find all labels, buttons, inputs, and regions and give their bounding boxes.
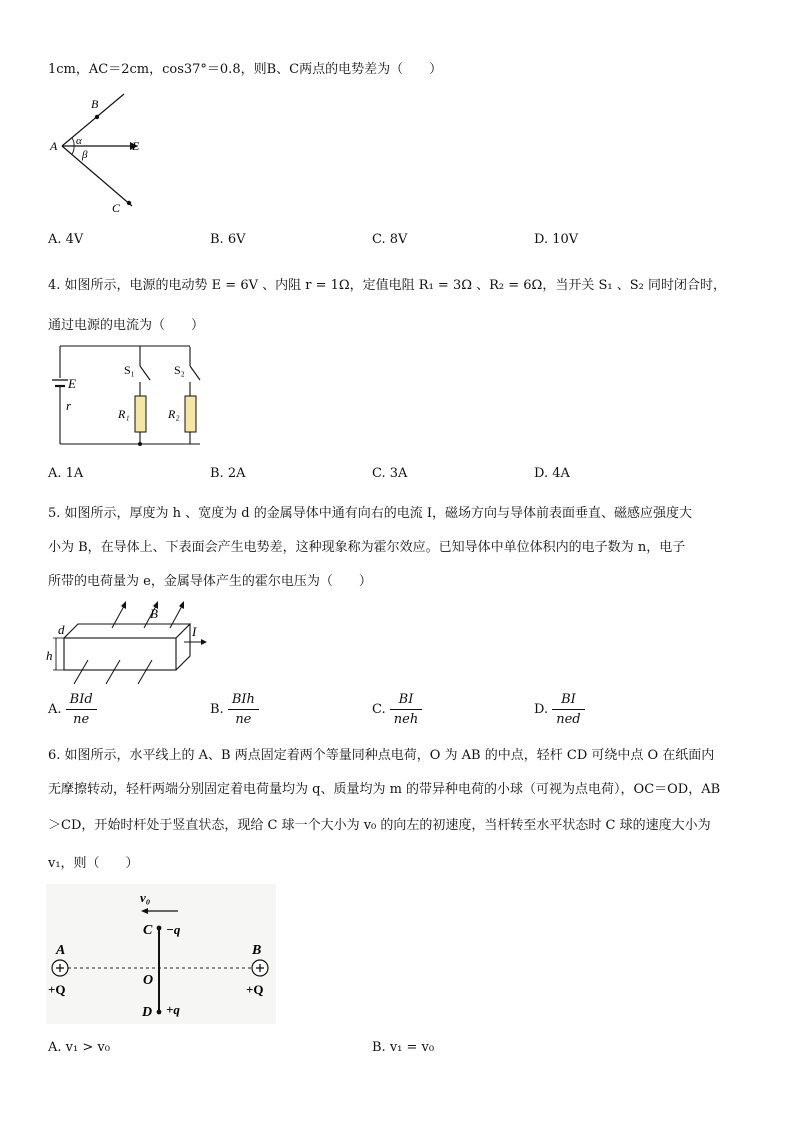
q5-option-b[interactable] (210, 692, 259, 727)
q6-label-B: B (252, 943, 262, 958)
q5-option-a[interactable] (48, 692, 97, 727)
q5-option-c-numerator: BI (390, 692, 422, 710)
q5-option-a-numerator: BId (66, 692, 97, 710)
q3-option-b[interactable]: B. 6V (210, 232, 246, 247)
q4-stem-line2: 通过电源的电流为（ ） (48, 318, 205, 333)
q5-option-d-denominator: ned (556, 712, 581, 727)
q5-option-b-label: B. (210, 702, 224, 717)
q6-label-D: D (142, 1005, 153, 1020)
q6-stem-line1: 6. 如图所示，水平线上的 A、B 两点固定着两个等量同种点电荷，O 为 AB 的中点，轻杆 CD 可绕中点 O 在纸面内 (48, 748, 715, 763)
q5-option-b-denominator: ne (235, 712, 252, 727)
q3-label-beta: β (82, 149, 88, 161)
q5-option-a-fraction (66, 692, 97, 727)
q5-option-d-label: D. (534, 702, 549, 717)
q4-label-R2: R₂ (168, 407, 180, 421)
q3-label-alpha: α (76, 135, 82, 147)
q5-stem-line1: 5. 如图所示，厚度为 h 、宽度为 d 的金属导体中通有向右的电流 I，磁场方向与导体前表面垂直、磁感应强度大 (48, 506, 693, 521)
q3-field-diagram (44, 92, 154, 217)
q5-stem-line2: 小为 B，在导体上、下表面会产生电势差，这种现象称为霍尔效应。已知导体中单位体积内的电子数为 n，电子 (48, 540, 686, 555)
q4-label-E: E (68, 376, 76, 391)
q6-label-plusQ-right: +Q (246, 982, 264, 997)
q5-label-I: I (192, 624, 197, 639)
q3-option-d[interactable]: D. 10V (534, 232, 579, 247)
q5-label-h: h (46, 648, 53, 663)
q5-option-d-numerator: BI (552, 692, 584, 710)
q3-label-A: A (50, 139, 58, 153)
q5-label-B: B (150, 606, 158, 621)
q6-label-minus-q: −q (166, 922, 181, 937)
q5-option-a-label: A. (48, 702, 62, 717)
q5-option-b-fraction (228, 692, 259, 727)
q4-option-a[interactable]: A. 1A (48, 466, 84, 481)
q5-stem-line3: 所带的电荷量为 e，金属导体产生的霍尔电压为（ ） (48, 574, 372, 589)
q3-option-a[interactable]: A. 4V (48, 232, 84, 247)
q4-option-b[interactable]: B. 2A (210, 466, 246, 481)
q4-option-d[interactable]: D. 4A (534, 466, 570, 481)
q6-stem-line4: v₁，则（ ） (48, 856, 139, 871)
q5-option-b-numerator: BIh (228, 692, 259, 710)
q6-label-plusQ-left: +Q (48, 982, 66, 997)
q5-hall-effect-diagram (46, 598, 216, 688)
q5-option-d-fraction (552, 692, 584, 727)
q4-label-S2: S₂ (174, 363, 185, 377)
q5-option-c-denominator: neh (393, 712, 419, 727)
q3-label-B: B (91, 97, 99, 111)
q5-option-c-fraction (390, 692, 422, 727)
q5-label-d: d (58, 622, 65, 637)
q6-label-plus-q: +q (166, 1002, 180, 1017)
q4-option-c[interactable]: C. 3A (372, 466, 408, 481)
q5-option-d[interactable] (534, 692, 585, 727)
q4-label-r: r (66, 398, 72, 413)
q6-label-v0: v₀ (140, 890, 151, 905)
q5-option-a-denominator: ne (73, 712, 90, 727)
q4-label-S1: S₁ (124, 363, 135, 377)
q6-stem-line3: ＞CD，开始时杆处于竖直状态，现给 C 球一个大小为 v₀ 的向左的初速度，当杆转至水平状态时 C 球的速度大小为 (48, 818, 711, 833)
q4-stem-line1: 4. 如图所示，电源的电动势 E = 6V 、内阻 r = 1Ω，定值电阻 R₁ = 3Ω 、R₂ = 6Ω，当开关 S₁ 、S₂ 同时闭合时， (48, 278, 726, 293)
q6-label-C: C (143, 923, 153, 938)
q6-charges-diagram (46, 884, 276, 1024)
q5-option-c[interactable] (372, 692, 422, 727)
q6-stem-line2: 无摩擦转动，轻杆两端分别固定着电荷量均为 q、质量均为 m 的带异种电荷的小球（可视为点电荷），OC＝OD，AB (48, 782, 721, 797)
q3-option-c[interactable]: C. 8V (372, 232, 408, 247)
q5-option-c-label: C. (372, 702, 386, 717)
q6-option-a[interactable]: A. v₁ > v₀ (48, 1040, 110, 1055)
q4-label-R1: R₁ (118, 407, 130, 421)
q3-label-E: E (132, 139, 140, 153)
q3-stem-tail: 1cm，AC＝2cm，cos37°＝0.8，则B、C两点的电势差为（ ） (48, 62, 443, 77)
q6-option-b[interactable]: B. v₁ = v₀ (372, 1040, 435, 1055)
q6-label-O: O (143, 973, 154, 988)
q4-circuit-diagram (50, 340, 220, 450)
q3-label-C: C (112, 201, 121, 215)
q6-label-A: A (56, 943, 66, 958)
